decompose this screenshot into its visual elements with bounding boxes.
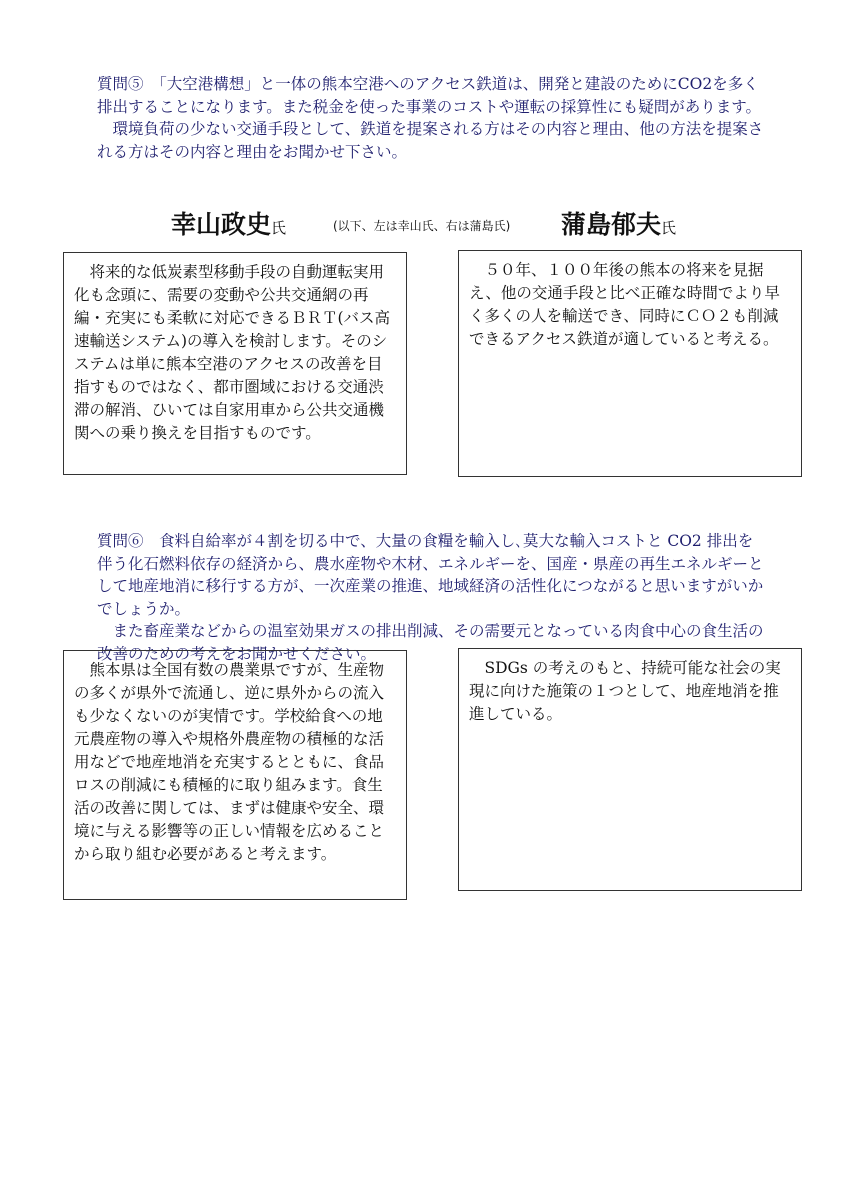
candidate-left-name bbox=[171, 205, 286, 241]
candidate-order-note: (以下、左は幸山氏、右は蒲島氏) bbox=[333, 219, 511, 233]
candidate-right-suffix: 氏 bbox=[661, 219, 677, 237]
answer-5-left-box bbox=[63, 252, 407, 475]
answer-5-right-text: ５０年、１００年後の熊本の将来を見据え、他の交通手段と比べ正確な時間でより早く多くの人を輸送でき、同時にＣＯ２も削減できるアクセス鉄道が適していると考える。 bbox=[469, 261, 780, 348]
question-6-request: また畜産業などからの温室効果ガスの排出削減、その需要元となっている肉食中心の食生活の改善のための考えをお聞かせください。 bbox=[97, 622, 764, 663]
candidate-names bbox=[0, 205, 849, 241]
answer-6-left-text: 熊本県は全国有数の農業県ですが、生産物の多くが県外で流通し、逆に県外からの流入も少なくないのが実情です。学校給食への地元農産物の導入や規格外農産物の積極的な活用などで地産地消を充実するとともに、食品ロスの削減にも積極的に取り組みます。食生活の改善に関しては、まずは健康や安全、環境に与える影響等の正しい情報を広めることから取り組む必要があると考えます。 bbox=[74, 661, 385, 863]
answer-5-right-box bbox=[458, 250, 802, 477]
question-5-text: 質問⑤ 「大空港構想」と一体の熊本空港へのアクセス鉄道は、開発と建設のためにCO2を多く排出することになります。また税金を使った事業のコストや運転の採算性にも疑問があります。 bbox=[97, 75, 762, 116]
candidate-right-name bbox=[561, 205, 676, 241]
answer-5-left-text: 将来的な低炭素型移動手段の自動運転実用化も念頭に、需要の変動や公共交通網の再編・充実にも柔軟に対応できるＢＲＴ(バス高速輸送システム)の導入を検討します。そのシステムは単に熊本空港のアクセスの改善を目指すものではなく、都市圏域における交通渋滞の解消、ひいては自家用車から公共交通機関への乗り換えを目指すものです。 bbox=[74, 263, 391, 442]
answer-6-left-box bbox=[63, 650, 407, 900]
candidate-left-suffix: 氏 bbox=[271, 219, 287, 237]
answer-6-right-box bbox=[458, 648, 802, 891]
candidate-left-name-text: 幸山政史 bbox=[171, 210, 272, 239]
candidate-right-name-text: 蒲島郁夫 bbox=[561, 210, 662, 239]
question-6-text: 質問⑥ 食料自給率が４割を切る中で、大量の食糧を輸入し､莫大な輸入コストと CO2 排出を伴う化石燃料依存の経済から、農水産物や木材、エネルギーを、国産・県産の再生エネルギーとして地産地消に移行する方が、一次産業の推進、地域経済の活性化につながると思いますがいかでしょうか。 bbox=[97, 532, 764, 618]
answer-6-right-text: SDGs の考えのもと、持続可能な社会の実現に向けた施策の１つとして、地産地消を推進している。 bbox=[469, 659, 781, 723]
question-6 bbox=[97, 530, 767, 665]
question-5-request: 環境負荷の少ない交通手段として、鉄道を提案される方はその内容と理由、他の方法を提案される方はその内容と理由をお聞かせ下さい。 bbox=[97, 120, 764, 161]
question-5 bbox=[97, 73, 767, 163]
